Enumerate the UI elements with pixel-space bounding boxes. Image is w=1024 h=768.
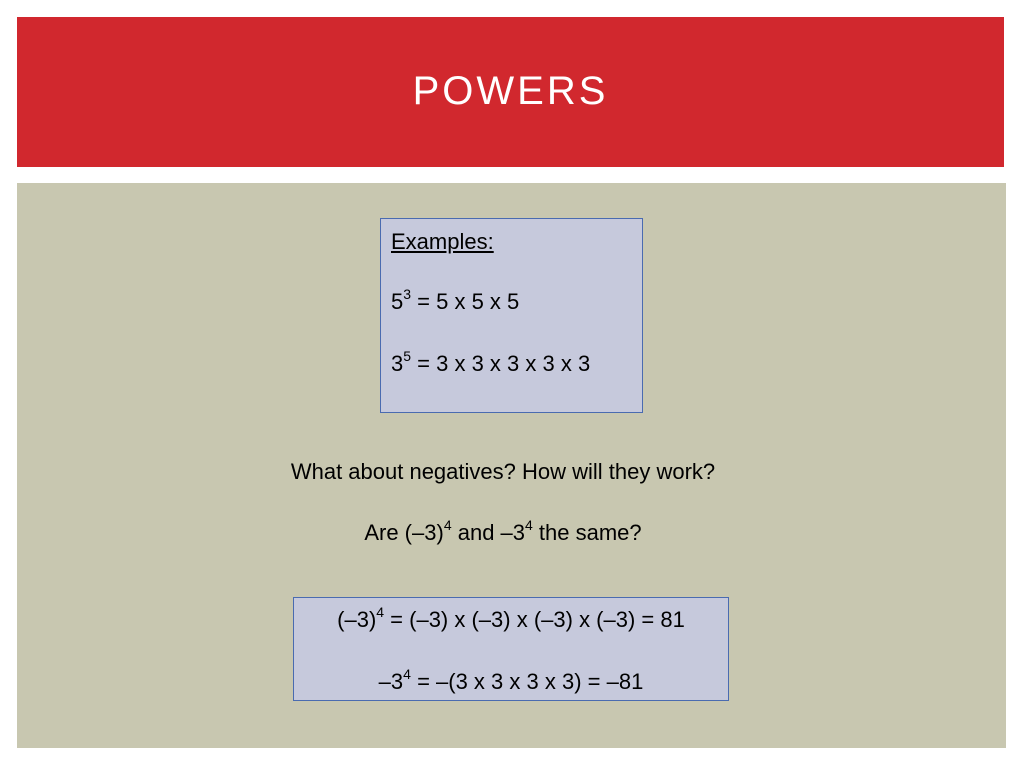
question-2-part-1: Are (–3) [364, 520, 444, 545]
title-bar [17, 17, 1004, 167]
question-2-exponent-1: 4 [443, 516, 452, 533]
answer-box [293, 597, 729, 701]
question-negatives: What about negatives? How will they work? [290, 459, 716, 484]
question-2-exponent-2: 4 [525, 516, 533, 533]
answer-line-1 [294, 603, 728, 633]
example-2-base: 3 [391, 351, 404, 376]
answer-1-expansion: = (–3) x (–3) x (–3) x (–3) = 81 [384, 607, 685, 632]
answer-1-base: (–3) [337, 607, 377, 632]
example-line-1 [391, 285, 520, 315]
example-2-exponent: 5 [403, 347, 412, 364]
examples-box [380, 218, 643, 413]
answer-2-base: –3 [378, 669, 404, 694]
answer-2-expansion: = –(3 x 3 x 3 x 3) = –81 [410, 669, 644, 694]
example-1-base: 5 [391, 289, 404, 314]
question-2-part-3: the same? [532, 520, 642, 545]
question-same [0, 516, 1006, 546]
example-1-exponent: 3 [403, 285, 412, 302]
example-2-expansion: = 3 x 3 x 3 x 3 x 3 [411, 351, 591, 376]
example-line-2 [391, 347, 591, 377]
question-2-part-2: and –3 [451, 520, 526, 545]
slide-title: POWERS [412, 68, 609, 113]
answer-line-2 [294, 665, 728, 695]
examples-heading: Examples: [391, 229, 494, 254]
answer-1-exponent: 4 [376, 603, 385, 620]
example-1-expansion: = 5 x 5 x 5 [411, 289, 520, 314]
answer-2-exponent: 4 [403, 665, 411, 682]
